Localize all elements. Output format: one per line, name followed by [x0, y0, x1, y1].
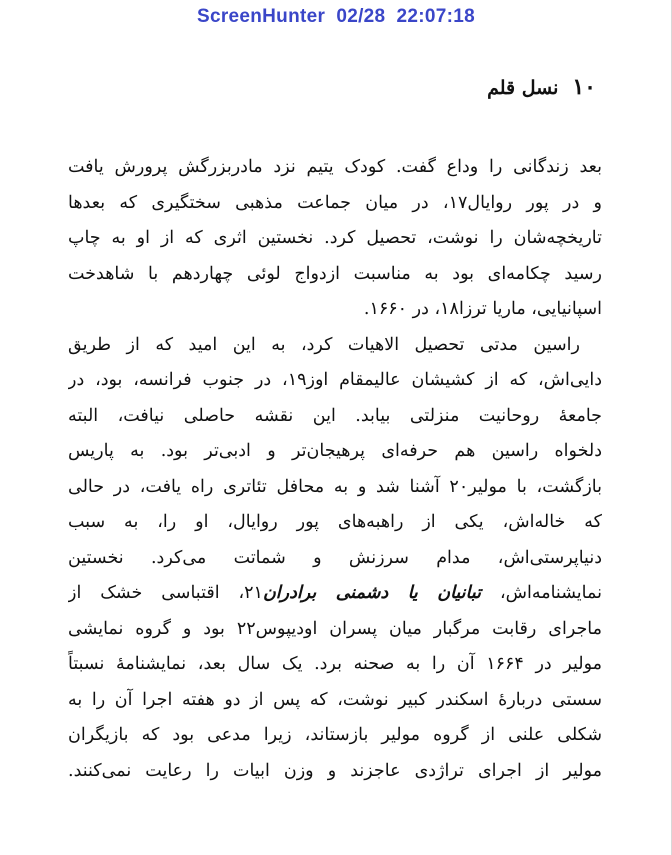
screenshot-watermark: ScreenHunter 02/28 22:07:18 — [196, 6, 475, 27]
text-line: اسپانیایی، ماریا ترزا۱۸، در ۱۶۶۰. — [363, 299, 602, 319]
page-header — [487, 74, 596, 100]
text-run: نمایشنامه‌اش، — [481, 583, 602, 603]
paragraph — [68, 150, 602, 328]
text-line: رسید چکامه‌ای بود به مناسبت ازدواج لوئی چهاردهم با شاهدخت — [68, 263, 602, 284]
text-line: مولیر در ۱۶۶۴ آن را به صحنه برد. یک سال بعد، نمایشنامهٔ نسبتاً — [68, 654, 602, 674]
text-line: دنیاپرستی‌اش، مدام سرزنش و شماتت می‌کرد. نخستین — [68, 547, 602, 568]
text-line: بعد زندگانی را وداع گفت. کودک یتیم نزد مادربزرگش پرورش یافت — [68, 157, 602, 177]
work-title: تبانیان یا دشمنی برادران — [262, 583, 482, 603]
text-run: ۲۱، اقتباسی خشک از — [68, 583, 263, 603]
text-line: شکلی علنی از گروه مولیر بازستاند، زیرا مدعی بود که بازیگران — [68, 725, 602, 745]
text-line — [68, 576, 602, 612]
text-line: جامعهٔ روحانیت منزلتی بیابد. این نقشه حاصلی نیافت، البته — [68, 405, 602, 426]
text-line: و در پور روایال۱۷، در میان جماعت مذهبی سختگیری که بعدها — [68, 192, 602, 213]
text-line: بازگشت، با مولیر۲۰ آشنا شد و به محافل تئاتری راه یافت، در حالی — [68, 476, 602, 497]
text-line: سستی دربارهٔ اسکندر کبیر نوشت، که پس از دو هفته اجرا آن را به — [68, 689, 602, 710]
text-line: مولیر از اجرای تراژدی عاجزند و وزن ابیات را رعایت نمی‌کنند. — [68, 760, 602, 781]
running-title: نسل قلم — [487, 77, 559, 99]
text-line: دلخواه راسین هم حرفه‌ای پرهیجان‌تر و ادبی‌تر بود. به پاریس — [68, 441, 602, 461]
text-line: ماجرای رقابت مرگبار میان پسران اودیپوس۲۲ بود و گروه نمایشی — [68, 618, 602, 639]
text-line: تاریخچه‌شان را نوشت، تحصیل کرد. نخستین اثری که از او به چاپ — [68, 228, 602, 248]
text-line: دایی‌اش، که از کشیشان عالیمقام اوز۱۹، در جنوب فرانسه، بود، در — [68, 370, 602, 390]
paragraph — [68, 328, 602, 790]
text-line: که خاله‌اش، یکی از راهبه‌های پور روایال، او را، به سبب — [68, 512, 602, 532]
text-line: راسین مدتی تحصیل الاهیات کرد، به این امید که از طریق — [68, 334, 580, 355]
body-text — [68, 150, 602, 789]
page-number: ۱۰ — [572, 74, 596, 100]
